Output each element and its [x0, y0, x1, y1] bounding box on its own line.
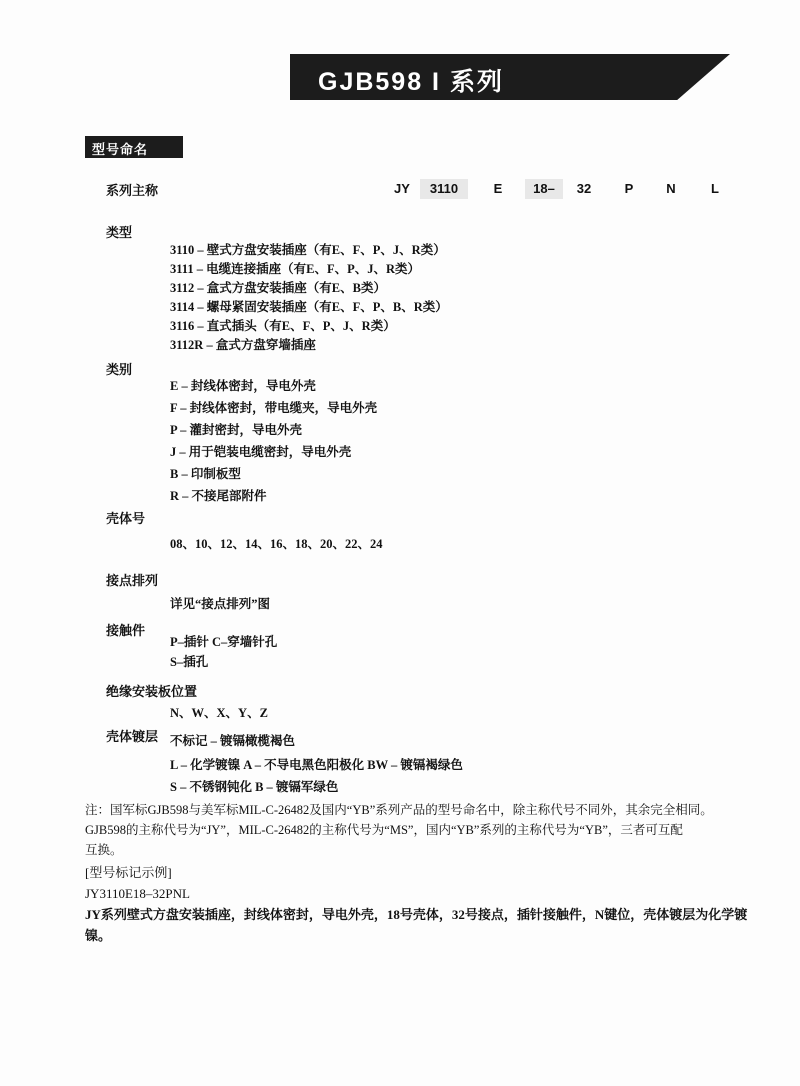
code-cell: L — [711, 181, 719, 196]
group-line: 3110 – 壁式方盘安装插座（有E、F、P、J、R类） — [170, 243, 446, 257]
group-line: 3112R – 盒式方盘穿墙插座 — [170, 338, 316, 352]
group-line: L – 化学镀镍 A – 不导电黑色阳极化 BW – 镀镉褐绿色 — [170, 758, 463, 772]
group-line: R – 不接尾部附件 — [170, 489, 267, 503]
group-label: 绝缘安装板位置 — [106, 684, 198, 699]
group-line: 详见“接点排列”图 — [170, 597, 271, 611]
group-line: S – 不锈钢钝化 B – 镀镉军绿色 — [170, 780, 339, 794]
code-cell: 3110 — [420, 179, 468, 199]
group-line: 08、10、12、14、16、18、20、22、24 — [170, 537, 383, 551]
group-label: 类型 — [106, 225, 133, 240]
group-line: 3116 – 直式插头（有E、F、P、J、R类） — [170, 319, 396, 333]
example-description-line: 镍。 — [85, 928, 112, 943]
group-line: N、W、X、Y、Z — [170, 706, 268, 720]
code-cell: E — [493, 181, 503, 196]
code-cell: JY — [394, 181, 410, 196]
group-line: E – 封线体密封，导电外壳 — [170, 379, 316, 393]
footer-rule — [0, 1040, 800, 1041]
group-line: 3111 – 电缆连接插座（有E、F、P、J、R类） — [170, 262, 421, 276]
group-line: 不标记 – 镀镉橄榄褐色 — [170, 734, 296, 748]
group-label: 壳体号 — [106, 511, 146, 526]
page-title: GJB598 I 系列 — [318, 68, 504, 96]
group-label: 类别 — [106, 362, 133, 377]
group-label: 接点排列 — [106, 573, 159, 588]
code-row-label: 系列主称 — [106, 183, 159, 198]
group-line: P–插针 C–穿墙针孔 — [170, 635, 278, 649]
group-label: 接触件 — [106, 623, 146, 638]
note-block — [85, 800, 725, 860]
group-line: J – 用于铠装电缆密封，导电外壳 — [170, 445, 352, 459]
example-title: [型号标记示例] — [85, 865, 172, 880]
example-block — [85, 862, 748, 946]
group-line: F – 封线体密封，带电缆夹，导电外壳 — [170, 401, 378, 415]
group-line: B – 印制板型 — [170, 467, 241, 481]
group-label: 壳体镀层 — [106, 729, 159, 744]
example-code: JY3110E18–32PNL — [85, 886, 190, 901]
group-line: 3114 – 螺母紧固安装插座（有E、F、P、B、R类） — [170, 300, 448, 314]
group-line: 3112 – 盒式方盘安装插座（有E、B类） — [170, 281, 386, 295]
code-cell: N — [666, 181, 676, 196]
group-line: S–插孔 — [170, 655, 209, 669]
code-cell: P — [624, 181, 634, 196]
note-line: GJB598的主称代号为“JY”，MIL-C-26482的主称代号为“MS”，国内“YB”系列的主称代号为“YB”，三者可互配 — [85, 823, 683, 837]
note-line: 互换。 — [85, 843, 123, 857]
section-tag-label: 型号命名 — [92, 142, 149, 157]
code-cell: 32 — [576, 181, 592, 196]
code-cell: 18– — [525, 179, 563, 199]
note-line: 注：国军标GJB598与美军标MIL-C-26482及国内“YB”系列产品的型号命名中，除主称代号不同外，其余完全相同。 — [85, 803, 713, 817]
example-description-line: JY系列壁式方盘安装插座，封线体密封，导电外壳，18号壳体，32号接点，插针接触件，N键位，壳体镀层为化学镀 — [85, 907, 748, 922]
group-line: P – 灌封密封，导电外壳 — [170, 423, 302, 437]
